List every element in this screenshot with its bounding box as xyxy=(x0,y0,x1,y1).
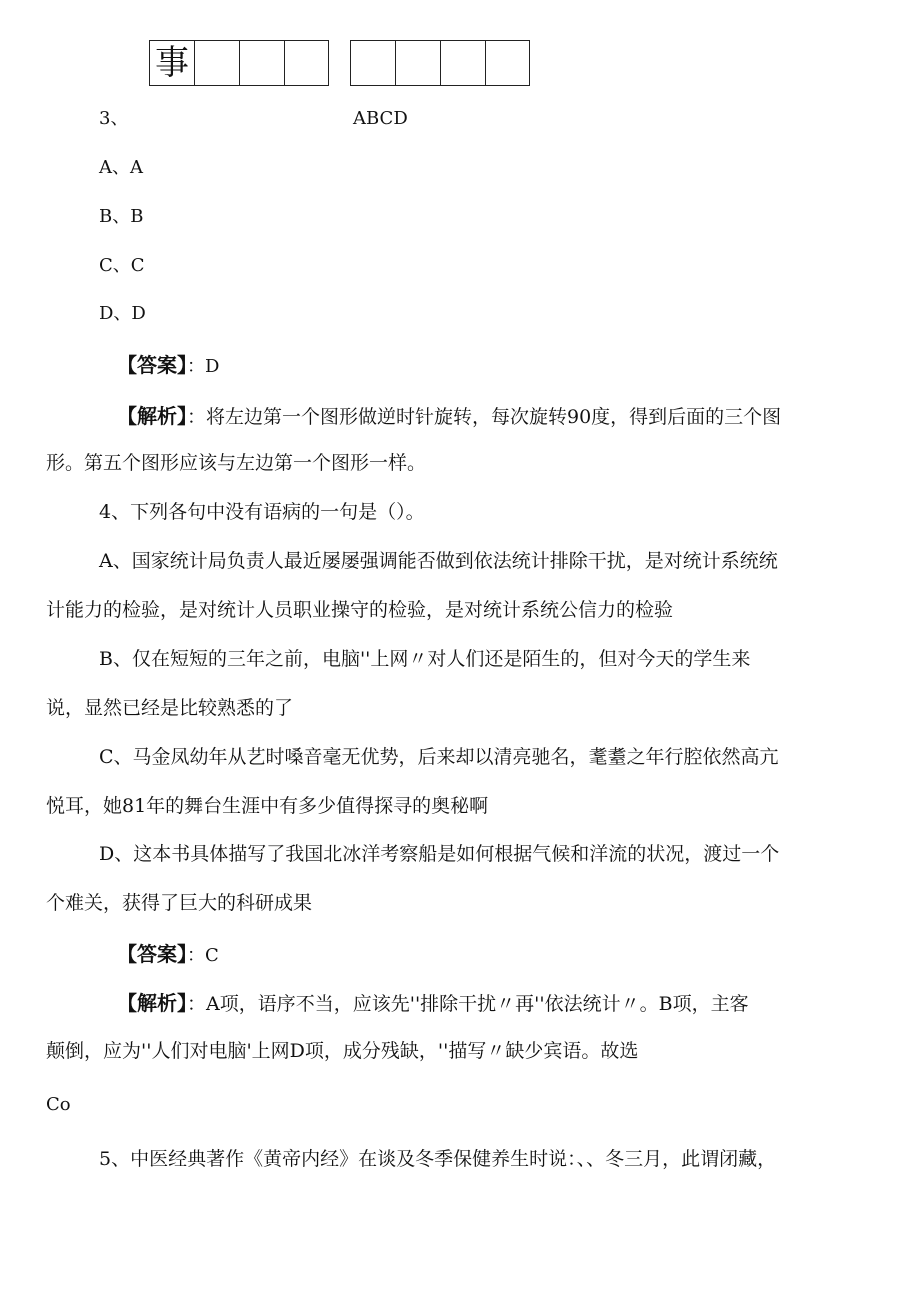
figure-cell xyxy=(350,40,395,86)
figure-cell xyxy=(194,40,239,86)
option-d-line-2: 个难关，获得了巨大的科研成果 xyxy=(46,892,313,914)
option-c: C、C xyxy=(99,255,145,276)
option-a: A、A xyxy=(99,157,143,178)
figure-cell xyxy=(284,40,329,86)
analysis-text: ：A项，语序不当，应该先''排除干扰〃再''依法统计〃。B项，主客 xyxy=(187,993,749,1015)
figure-group-2 xyxy=(350,40,530,87)
question-5-stem: 5、中医经典著作《黄帝内经》在谈及冬季保健养生时说：、、冬三月，此谓闭藏， xyxy=(99,1148,777,1170)
answer-value: ：C xyxy=(187,945,219,966)
analysis-3-line-2: 形。第五个图形应该与左边第一个图形一样。 xyxy=(46,452,427,474)
figure-cell xyxy=(485,40,530,86)
answer-3 xyxy=(117,355,219,376)
question-3-number: 3、 xyxy=(99,108,129,129)
analysis-3-line-1 xyxy=(117,406,781,427)
answer-label: 【答案】 xyxy=(117,353,187,377)
figure-cell xyxy=(239,40,284,86)
figure-cell: 事 xyxy=(149,40,194,86)
option-c-line-1: C、马金凤幼年从艺时嗓音毫无优势，后来却以清亮驰名，耄耋之年行腔依然高亢 xyxy=(99,746,779,768)
question-3-label: ABCD xyxy=(353,108,408,129)
answer-4 xyxy=(117,944,219,965)
option-b: B、B xyxy=(99,206,144,227)
option-c-line-2: 悦耳，她81年的舞台生涯中有多少值得探寻的奥秘啊 xyxy=(46,795,489,817)
analysis-4-line-1 xyxy=(117,993,749,1014)
figure-cell xyxy=(395,40,440,86)
question-4-stem: 4、下列各句中没有语病的一句是（）。 xyxy=(99,501,425,523)
analysis-4-line-3: Co xyxy=(46,1094,71,1115)
analysis-4-line-2: 颠倒，应为''人们对电脑'上网D项，成分残缺，''描写〃缺少宾语。故选 xyxy=(46,1040,639,1062)
option-b-line-2: 说，显然已经是比较熟悉的了 xyxy=(46,697,294,719)
figure-cell xyxy=(440,40,485,86)
option-b-line-1: B、仅在短短的三年之前，电脑''上网〃对人们还是陌生的，但对今天的学生来 xyxy=(99,648,751,670)
analysis-label: 【解析】 xyxy=(117,991,187,1015)
option-d: D、D xyxy=(99,303,146,324)
answer-value: ：D xyxy=(187,356,220,377)
answer-label: 【答案】 xyxy=(117,942,187,966)
option-a-line-2: 计能力的检验，是对统计人员职业操守的检验，是对统计系统公信力的检验 xyxy=(46,599,674,621)
analysis-label: 【解析】 xyxy=(117,404,187,428)
figure-group-1 xyxy=(149,40,329,87)
option-a-line-1: A、国家统计局负责人最近屡屡强调能否做到依法统计排除干扰，是对统计系统统 xyxy=(99,550,778,572)
analysis-text: ：将左边第一个图形做逆时针旋转，每次旋转90度，得到后面的三个图 xyxy=(187,406,782,428)
option-d-line-1: D、这本书具体描写了我国北冰洋考察船是如何根据气候和洋流的状况，渡过一个 xyxy=(99,843,780,865)
